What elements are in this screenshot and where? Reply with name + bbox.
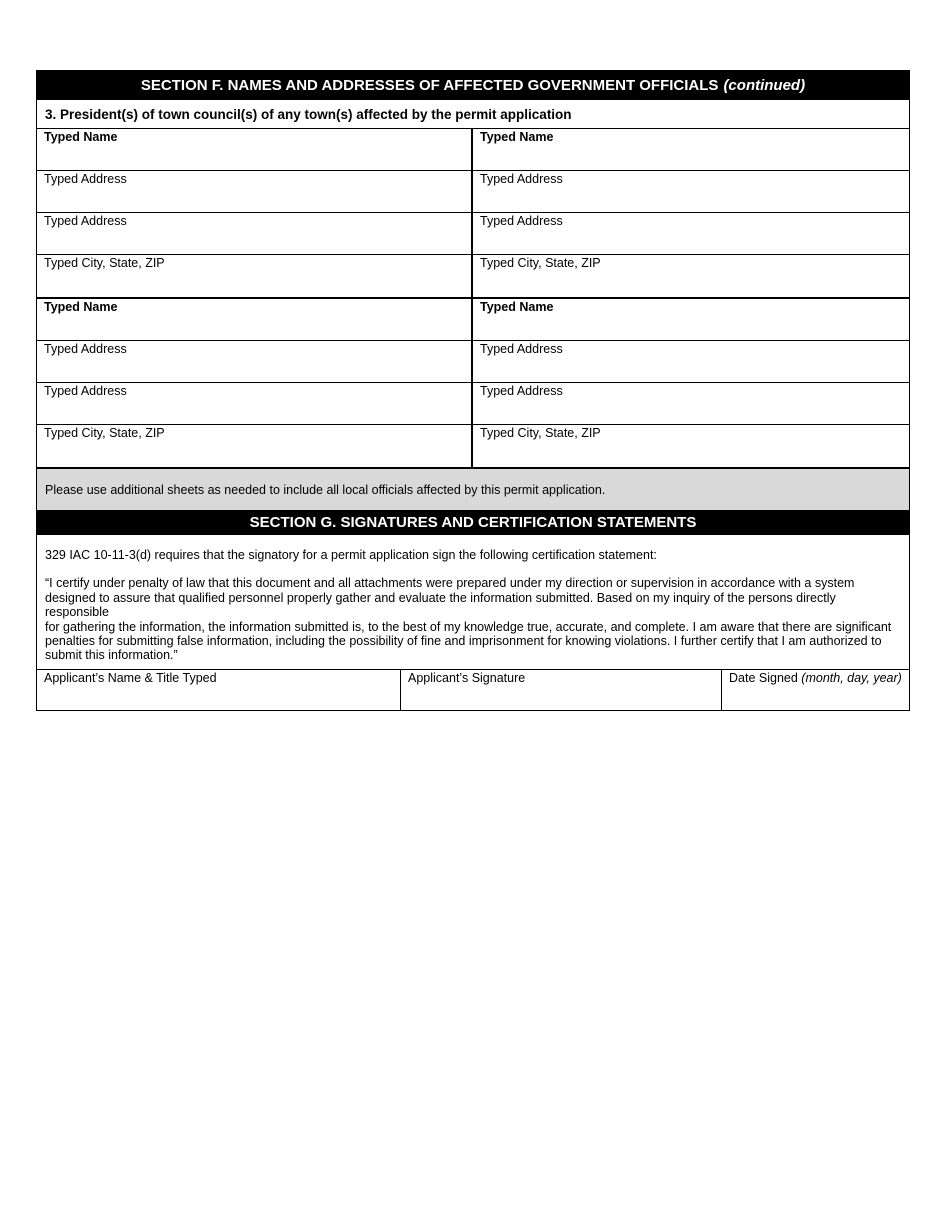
section-f-header	[37, 71, 909, 100]
certification-statement	[45, 576, 901, 662]
typed-city-state-zip-field[interactable]: Typed City, State, ZIP	[480, 256, 601, 270]
certification-text	[37, 535, 909, 669]
typed-city-state-zip-field[interactable]: Typed City, State, ZIP	[44, 256, 165, 270]
typed-address-field[interactable]: Typed Address	[473, 171, 909, 213]
official-entry-left	[37, 299, 473, 467]
section-f-continued: (continued)	[723, 77, 806, 94]
additional-sheets-note: Please use additional sheets as needed to include all local officials affected by this permit application.	[37, 469, 909, 510]
applicant-name-title-field[interactable]	[37, 670, 401, 710]
statement-line: submit this information.”	[45, 648, 178, 663]
typed-address-field[interactable]: Typed Address	[37, 383, 471, 425]
date-signed-label: Date Signed	[729, 670, 798, 685]
statement-line: penalties for submitting false information, including the possibility of fine and imprisonment for knowing violations. I further certify that I am authorized to	[45, 634, 882, 649]
officials-row	[37, 299, 909, 469]
section-f-title: SECTION F. NAMES AND ADDRESSES OF AFFECTED GOVERNMENT OFFICIALS	[140, 77, 719, 94]
section-g-title: SECTION G. SIGNATURES AND CERTIFICATION STATEMENTS	[249, 514, 697, 531]
section-f-subheading: 3. President(s) of town council(s) of any town(s) affected by the permit application	[37, 100, 909, 129]
applicant-signature-label: Applicant’s Signature	[408, 670, 526, 685]
typed-address-field[interactable]: Typed Address	[37, 341, 471, 383]
section-g-header	[37, 510, 909, 535]
statement-line: for gathering the information, the information submitted is, to the best of my knowledge true, accurate, and complete. I am aware that there are significant	[45, 619, 892, 634]
regulation-reference: 329 IAC 10-11-3(d) requires that the signatory for a permit application sign the following certification statement:	[45, 548, 657, 562]
typed-name-field[interactable]: Typed Name	[37, 299, 471, 341]
officials-row	[37, 129, 909, 299]
date-format-hint: (month, day, year)	[801, 670, 902, 685]
typed-city-state-zip-field[interactable]: Typed City, State, ZIP	[480, 426, 601, 440]
permit-form	[36, 70, 910, 711]
typed-city-state-zip-field[interactable]: Typed City, State, ZIP	[44, 426, 165, 440]
applicant-name-title-label: Applicant’s Name & Title Typed	[44, 670, 217, 685]
typed-address-field[interactable]: Typed Address	[473, 213, 909, 255]
official-entry-left	[37, 129, 473, 297]
date-signed-field[interactable]	[722, 670, 909, 710]
typed-name-field[interactable]: Typed Name	[473, 129, 909, 171]
signature-row	[37, 669, 909, 710]
applicant-signature-field[interactable]	[401, 670, 722, 710]
typed-address-field[interactable]: Typed Address	[37, 171, 471, 213]
typed-address-field[interactable]: Typed Address	[473, 383, 909, 425]
typed-name-field[interactable]: Typed Name	[473, 299, 909, 341]
typed-name-field[interactable]: Typed Name	[37, 129, 471, 171]
typed-address-field[interactable]: Typed Address	[37, 213, 471, 255]
official-entry-right	[473, 129, 909, 297]
statement-line: designed to assure that qualified personnel properly gather and evaluate the information submitted. Based on my inquiry of the persons directly responsible	[45, 590, 836, 620]
official-entry-right	[473, 299, 909, 467]
statement-line: “I certify under penalty of law that this document and all attachments were prepared under my direction or supervision in accordance with a system	[45, 576, 855, 591]
typed-address-field[interactable]: Typed Address	[473, 341, 909, 383]
